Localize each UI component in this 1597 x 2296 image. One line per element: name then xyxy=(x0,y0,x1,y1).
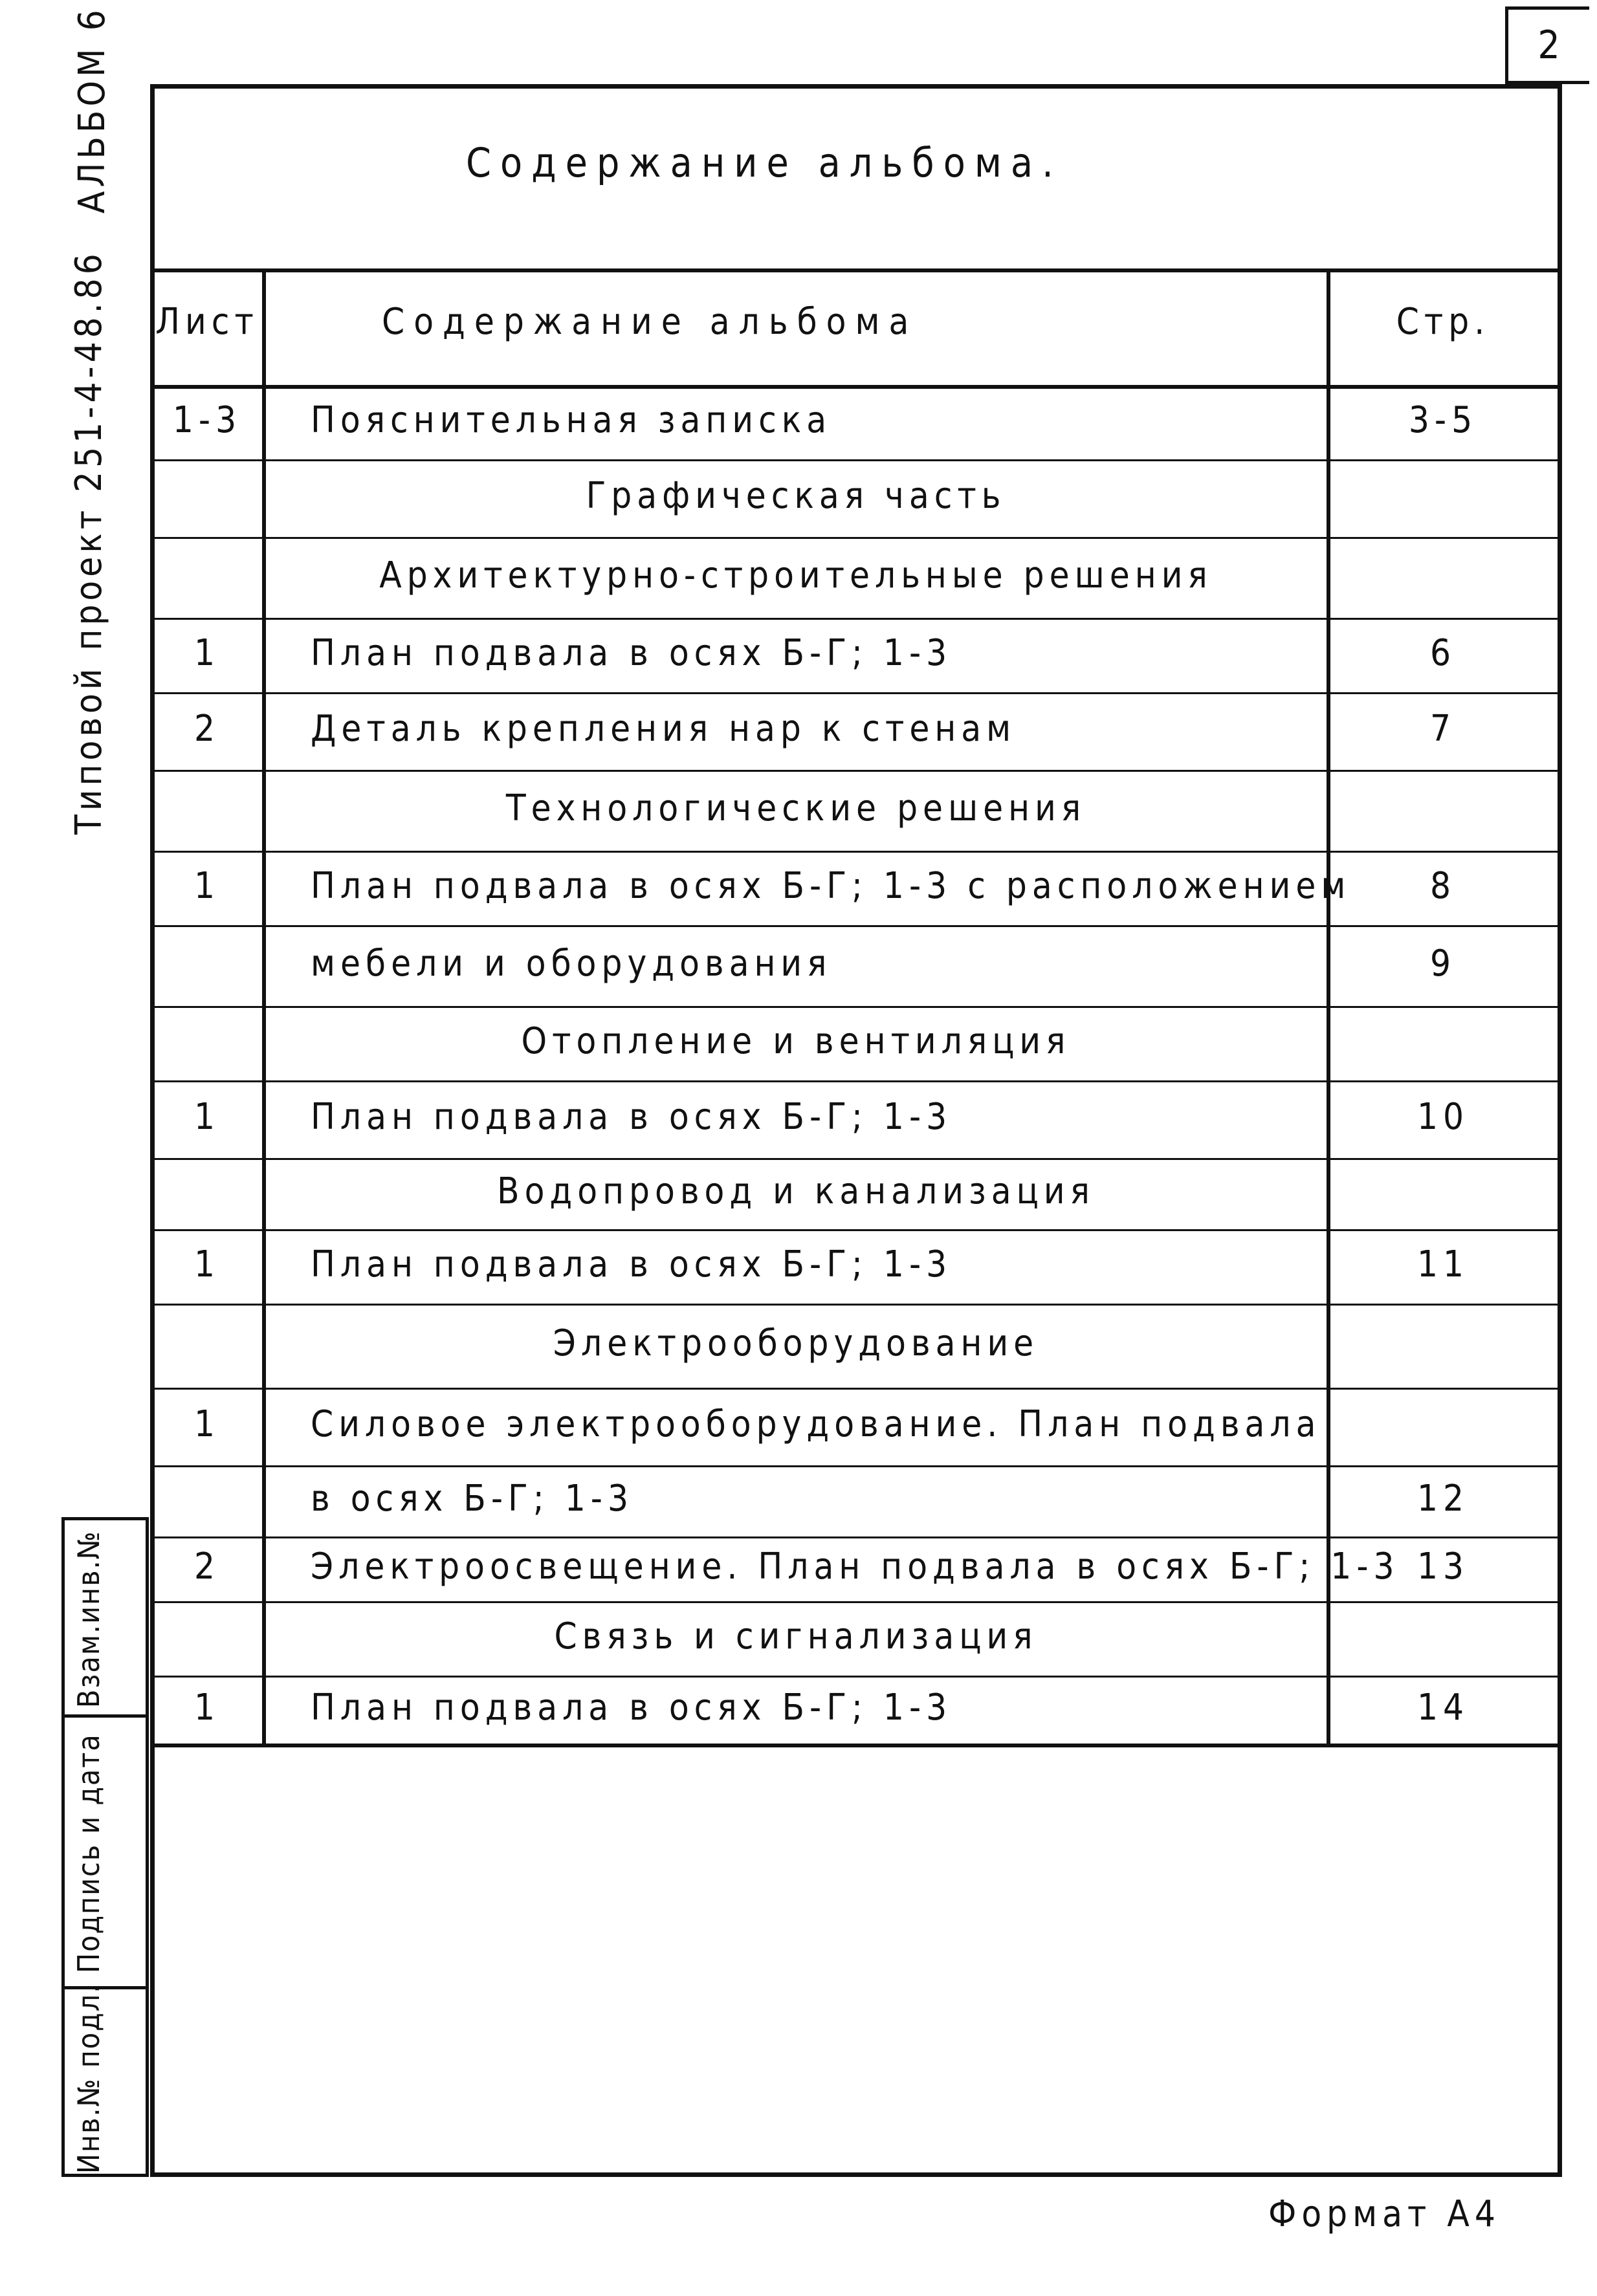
table-row-text: План подвала в осях Б-Г; 1-3 xyxy=(311,1686,953,1729)
table-row-border xyxy=(150,1304,1562,1306)
table-row-heading: Графическая часть xyxy=(586,475,1006,517)
table-row-border xyxy=(150,1158,1562,1160)
page-title: Содержание альбома. xyxy=(466,139,1063,186)
table-row-border xyxy=(150,459,1562,461)
table-row-sheet: 1-3 xyxy=(172,399,242,441)
table-row-page: 10 xyxy=(1416,1096,1470,1138)
table-row-sheet: 1 xyxy=(193,1403,221,1445)
format-label: Формат А4 xyxy=(1268,2193,1501,2235)
table-row-border xyxy=(150,1080,1562,1082)
table-row-sheet: 1 xyxy=(193,864,221,907)
table-top-border xyxy=(150,268,1562,272)
table-row-page: 12 xyxy=(1416,1478,1470,1520)
table-row-text: План подвала в осях Б-Г; 1-3 xyxy=(311,1096,953,1138)
table-row-page: 14 xyxy=(1416,1686,1470,1729)
table-row-border xyxy=(150,1465,1562,1467)
stamp-divider xyxy=(65,1714,146,1718)
stamp-inv-original: Инв.№ подл. xyxy=(71,1983,106,2174)
table-row-text: Деталь крепления нар к стенам xyxy=(311,708,1017,750)
table-row-border xyxy=(150,1536,1562,1538)
table-row-border xyxy=(150,851,1562,853)
table-row-border xyxy=(150,1006,1562,1008)
table-row-border xyxy=(150,770,1562,772)
table-row-page: 9 xyxy=(1429,942,1457,985)
table-row-text: План подвала в осях Б-Г; 1-3 xyxy=(311,631,953,674)
stamp-replace-inv: Взам.инв.№ xyxy=(71,1530,106,1708)
table-row-text: План подвала в осях Б-Г; 1-3 с расположением xyxy=(311,864,1351,907)
table-row-border xyxy=(150,692,1562,694)
table-row-sheet: 1 xyxy=(193,1686,221,1729)
table-row-sheet: 2 xyxy=(193,1546,221,1588)
table-row-border xyxy=(150,1229,1562,1231)
table-row-sheet: 1 xyxy=(193,1096,221,1138)
header-contents: Содержание альбома xyxy=(382,301,918,343)
table-row-border xyxy=(150,1388,1562,1390)
table-row-border xyxy=(150,1601,1562,1603)
header-page: Стр. xyxy=(1396,301,1490,343)
table-row-text: Пояснительная записка xyxy=(311,399,832,441)
table-row-page: 11 xyxy=(1416,1243,1470,1285)
sheet-number: 2 xyxy=(1505,6,1589,84)
table-row-page: 13 xyxy=(1416,1546,1470,1588)
table-row-heading: Технологические решения xyxy=(505,787,1086,829)
table-row-heading: Водопровод и канализация xyxy=(497,1170,1095,1212)
table-row-page: 3-5 xyxy=(1408,399,1478,441)
table-row-page: 7 xyxy=(1429,708,1457,750)
table-row-sheet: 1 xyxy=(193,631,221,674)
header-sheet: Лист xyxy=(155,301,259,343)
table-row-page: 8 xyxy=(1429,864,1457,907)
table-row-text: в осях Б-Г; 1-3 xyxy=(311,1478,634,1520)
table-row-sheet: 2 xyxy=(193,708,221,750)
table-row-border xyxy=(150,537,1562,539)
table-row-text: Электроосвещение. План подвала в осях Б-Г; 1-3 xyxy=(311,1546,1400,1588)
table-row-border xyxy=(150,925,1562,927)
table-row-heading: Архитектурно-строительные решения xyxy=(379,554,1213,596)
stamp-signature-date: Подпись и дата xyxy=(71,1733,106,1973)
table-header-border xyxy=(150,385,1562,389)
table-row-sheet: 1 xyxy=(193,1243,221,1285)
table-bottom-border xyxy=(150,1744,1562,1747)
table-row-heading: Электрооборудование xyxy=(553,1322,1039,1364)
project-label: Типовой проект 251-4-48.86 xyxy=(68,250,110,835)
table-row-page: 6 xyxy=(1429,631,1457,674)
table-row-text: мебели и оборудования xyxy=(311,942,832,985)
table-row-border xyxy=(150,1676,1562,1678)
table-row-heading: Отопление и вентиляция xyxy=(521,1020,1071,1062)
table-row-heading: Связь и сигнализация xyxy=(554,1615,1038,1657)
table-row-text: Силовое электрооборудование. План подвала xyxy=(311,1403,1321,1445)
table-row-border xyxy=(150,618,1562,620)
album-label: АЛЬБОМ 6 xyxy=(71,6,113,213)
table-row-text: План подвала в осях Б-Г; 1-3 xyxy=(311,1243,953,1285)
